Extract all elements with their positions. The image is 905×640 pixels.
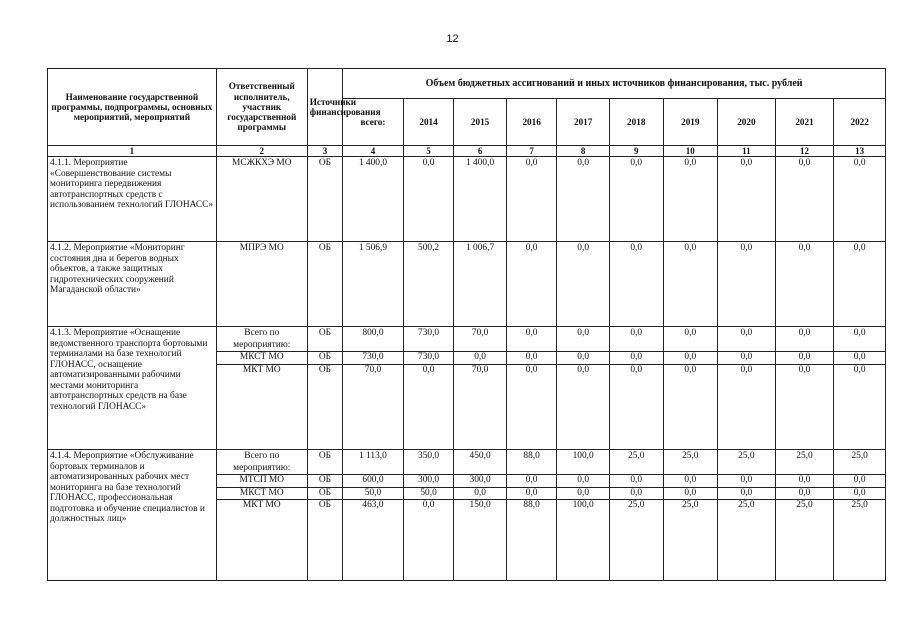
value-line: 0,0	[422, 364, 435, 375]
column-number: 12	[775, 146, 834, 157]
value-line: 0,0	[834, 488, 885, 501]
value-cell	[343, 450, 404, 581]
column-number: 2	[216, 146, 307, 157]
value-line: 0,0	[422, 500, 435, 511]
value-line: 0,0	[776, 328, 834, 352]
header-year-cell: 2020	[718, 99, 776, 146]
value-cell: 0,0	[506, 157, 557, 242]
header-year-cell: 2019	[663, 99, 718, 146]
column-number-row	[48, 146, 886, 157]
table-body	[48, 157, 886, 581]
value-cell	[506, 327, 557, 450]
source-cell	[307, 450, 342, 581]
value-line: 25,0	[682, 500, 699, 511]
executor-cell: МСЖКХЭ МО	[216, 157, 307, 242]
column-number: 1	[48, 146, 217, 157]
header-executor: Ответственный исполнитель, участник государственной программы	[216, 69, 307, 146]
executor-line: МКТ МО	[242, 500, 281, 511]
column-number: 7	[506, 146, 557, 157]
value-line: 0,0	[718, 352, 775, 365]
value-cell	[609, 450, 663, 581]
value-cell: 0,0	[718, 157, 776, 242]
value-cell: 500,2	[403, 242, 454, 327]
value-line: 70,0	[454, 328, 506, 352]
column-number: 13	[834, 146, 886, 157]
value-cell	[557, 327, 610, 450]
page-number: 12	[446, 33, 459, 45]
value-cell: 1 506,9	[343, 242, 404, 327]
value-line: 25,0	[796, 500, 813, 511]
value-cell	[834, 327, 886, 450]
header-year-cell: 2015	[454, 99, 507, 146]
column-number: 8	[557, 146, 610, 157]
value-line: 1 113,0	[343, 451, 403, 475]
header-volume: Объем бюджетных ассигнований и иных источников финансирования, тыс. рублей	[343, 69, 886, 99]
source-line: ОБ	[308, 352, 342, 365]
value-line: 0,0	[454, 488, 506, 501]
column-number: 11	[718, 146, 776, 157]
value-line: 0,0	[853, 364, 866, 375]
header-year-cell: 2018	[609, 99, 663, 146]
value-cell	[663, 327, 718, 450]
value-line: 0,0	[577, 364, 590, 375]
value-line: 0,0	[740, 364, 753, 375]
value-line: 25,0	[776, 451, 834, 475]
column-number: 10	[663, 146, 718, 157]
value-line: 0,0	[507, 352, 557, 365]
source-line: ОБ	[308, 451, 342, 475]
value-line: 0,0	[454, 352, 506, 365]
header-year-cell: 2014	[403, 99, 454, 146]
value-cell: 0,0	[834, 242, 886, 327]
value-cell: 0,0	[663, 157, 718, 242]
value-line: 70,0	[471, 364, 489, 375]
value-line: 25,0	[738, 500, 755, 511]
value-line: 0,0	[507, 328, 557, 352]
value-cell: 1 400,0	[454, 157, 507, 242]
executor-cell: МПРЭ МО	[216, 242, 307, 327]
value-cell: 0,0	[775, 242, 834, 327]
value-cell	[403, 327, 454, 450]
value-line: 0,0	[776, 488, 834, 501]
value-cell: 0,0	[718, 242, 776, 327]
value-line: 0,0	[664, 328, 718, 352]
value-cell	[454, 327, 507, 450]
executor-cell	[216, 327, 307, 450]
value-line: 25,0	[718, 451, 775, 475]
source-line: ОБ	[308, 328, 342, 352]
value-cell	[609, 327, 663, 450]
value-line: 730,0	[343, 352, 403, 365]
value-line: 0,0	[834, 352, 885, 365]
executor-line: Всего по мероприятию:	[217, 451, 307, 475]
executor-cell	[216, 450, 307, 581]
value-line: 88,0	[507, 451, 557, 475]
header-year-cell: 2017	[557, 99, 610, 146]
value-line: 0,0	[664, 488, 718, 501]
executor-line: МКТ МО	[242, 364, 281, 375]
executor-line: Всего по мероприятию:	[217, 328, 307, 352]
value-cell: 0,0	[557, 157, 610, 242]
source-line: ОБ	[318, 500, 332, 511]
value-line: 0,0	[664, 475, 718, 488]
value-cell	[663, 450, 718, 581]
header-year-cell: всего:	[343, 99, 404, 146]
value-line: 70,0	[364, 364, 382, 375]
value-line: 0,0	[834, 328, 885, 352]
table-row	[48, 157, 886, 242]
value-line: 150,0	[469, 500, 491, 511]
table-row	[48, 327, 886, 450]
value-line: 0,0	[718, 488, 775, 501]
source-line: ОБ	[308, 488, 342, 501]
source-cell: ОБ	[307, 242, 342, 327]
value-line: 0,0	[776, 475, 834, 488]
value-line: 0,0	[630, 364, 643, 375]
value-cell: 0,0	[403, 157, 454, 242]
value-line: 0,0	[557, 352, 609, 365]
value-line: 25,0	[664, 451, 718, 475]
column-number: 6	[454, 146, 507, 157]
value-line: 25,0	[628, 500, 645, 511]
executor-line: МКСТ МО	[217, 352, 307, 365]
value-line: 300,0	[404, 475, 454, 488]
value-line: 0,0	[610, 475, 663, 488]
value-line: 800,0	[343, 328, 403, 352]
value-line: 300,0	[454, 475, 506, 488]
value-line: 25,0	[851, 500, 868, 511]
value-line: 0,0	[557, 475, 609, 488]
value-line: 25,0	[610, 451, 663, 475]
value-cell	[454, 450, 507, 581]
value-line: 730,0	[404, 328, 454, 352]
column-number: 3	[307, 146, 342, 157]
value-line: 50,0	[404, 488, 454, 501]
value-cell	[506, 450, 557, 581]
header-name: Наименование государственной программы, подпрограммы, основных мероприятий, мероприятий	[48, 69, 217, 146]
value-line: 350,0	[404, 451, 454, 475]
value-cell	[718, 327, 776, 450]
executor-line: МКСТ МО	[217, 488, 307, 501]
value-line: 0,0	[718, 328, 775, 352]
value-line: 100,0	[557, 451, 609, 475]
column-number: 5	[403, 146, 454, 157]
source-cell	[307, 327, 342, 450]
value-line: 0,0	[834, 475, 885, 488]
value-cell: 0,0	[557, 242, 610, 327]
value-cell: 1 400,0	[343, 157, 404, 242]
value-cell: 0,0	[663, 242, 718, 327]
measure-name: 4.1.3. Мероприятие «Оснащение ведомственного транспорта бортовыми терминалами на базе технологий ГЛОНАСС, оснащение автоматизированными рабочими местами мониторинга автотранспортных средств на базе технологий ГЛОНАСС»	[48, 327, 217, 450]
measure-name: 4.1.1. Мероприятие «Совершенствование системы мониторинга передвижения автотранспортных средств с использованием технологий ГЛОНАСС»	[48, 157, 217, 242]
value-line: 0,0	[557, 488, 609, 501]
value-line: 0,0	[718, 475, 775, 488]
measure-name: 4.1.2. Мероприятие «Мониторинг состояния дна и берегов водных объектов, а также защитных гидротехнических сооружений Магаданской области»	[48, 242, 217, 327]
header-year-cell: 2022	[834, 99, 886, 146]
value-line: 50,0	[343, 488, 403, 501]
value-cell: 0,0	[834, 157, 886, 242]
column-number: 4	[343, 146, 404, 157]
executor-line: МТСП МО	[217, 475, 307, 488]
value-line: 0,0	[525, 364, 538, 375]
value-line: 600,0	[343, 475, 403, 488]
source-cell: ОБ	[307, 157, 342, 242]
source-line: ОБ	[308, 475, 342, 488]
header-year-cell: 2021	[775, 99, 834, 146]
source-line: ОБ	[318, 364, 332, 375]
value-cell	[834, 450, 886, 581]
value-line: 0,0	[798, 364, 811, 375]
value-line: 0,0	[664, 352, 718, 365]
header-source: Источники финансирования	[307, 69, 342, 146]
value-line: 730,0	[404, 352, 454, 365]
value-cell	[718, 450, 776, 581]
header-year-cell: 2016	[506, 99, 557, 146]
value-line: 100,0	[572, 500, 594, 511]
value-line: 0,0	[684, 364, 697, 375]
value-cell: 0,0	[775, 157, 834, 242]
value-line: 0,0	[776, 352, 834, 365]
value-line: 0,0	[507, 488, 557, 501]
value-cell: 0,0	[506, 242, 557, 327]
column-number: 9	[609, 146, 663, 157]
value-cell	[775, 450, 834, 581]
table-row	[48, 450, 886, 581]
value-cell: 0,0	[609, 157, 663, 242]
value-cell: 1 006,7	[454, 242, 507, 327]
value-line: 25,0	[834, 451, 885, 475]
value-cell: 0,0	[609, 242, 663, 327]
value-line: 0,0	[610, 328, 663, 352]
value-line: 0,0	[610, 352, 663, 365]
measure-name: 4.1.4. Мероприятие «Обслуживание бортовых терминалов и автоматизированных рабочих мест мониторинга на базе технологий ГЛОНАСС, профессиональная подготовка и обучение специалистов и должностных лиц»	[48, 450, 217, 581]
value-line: 0,0	[507, 475, 557, 488]
value-line: 450,0	[454, 451, 506, 475]
value-cell	[775, 327, 834, 450]
value-line: 463,0	[362, 500, 384, 511]
value-line: 88,0	[523, 500, 540, 511]
value-cell	[557, 450, 610, 581]
value-line: 0,0	[557, 328, 609, 352]
budget-table	[47, 68, 886, 581]
value-line: 0,0	[610, 488, 663, 501]
value-cell	[403, 450, 454, 581]
value-cell	[343, 327, 404, 450]
table-row	[48, 242, 886, 327]
